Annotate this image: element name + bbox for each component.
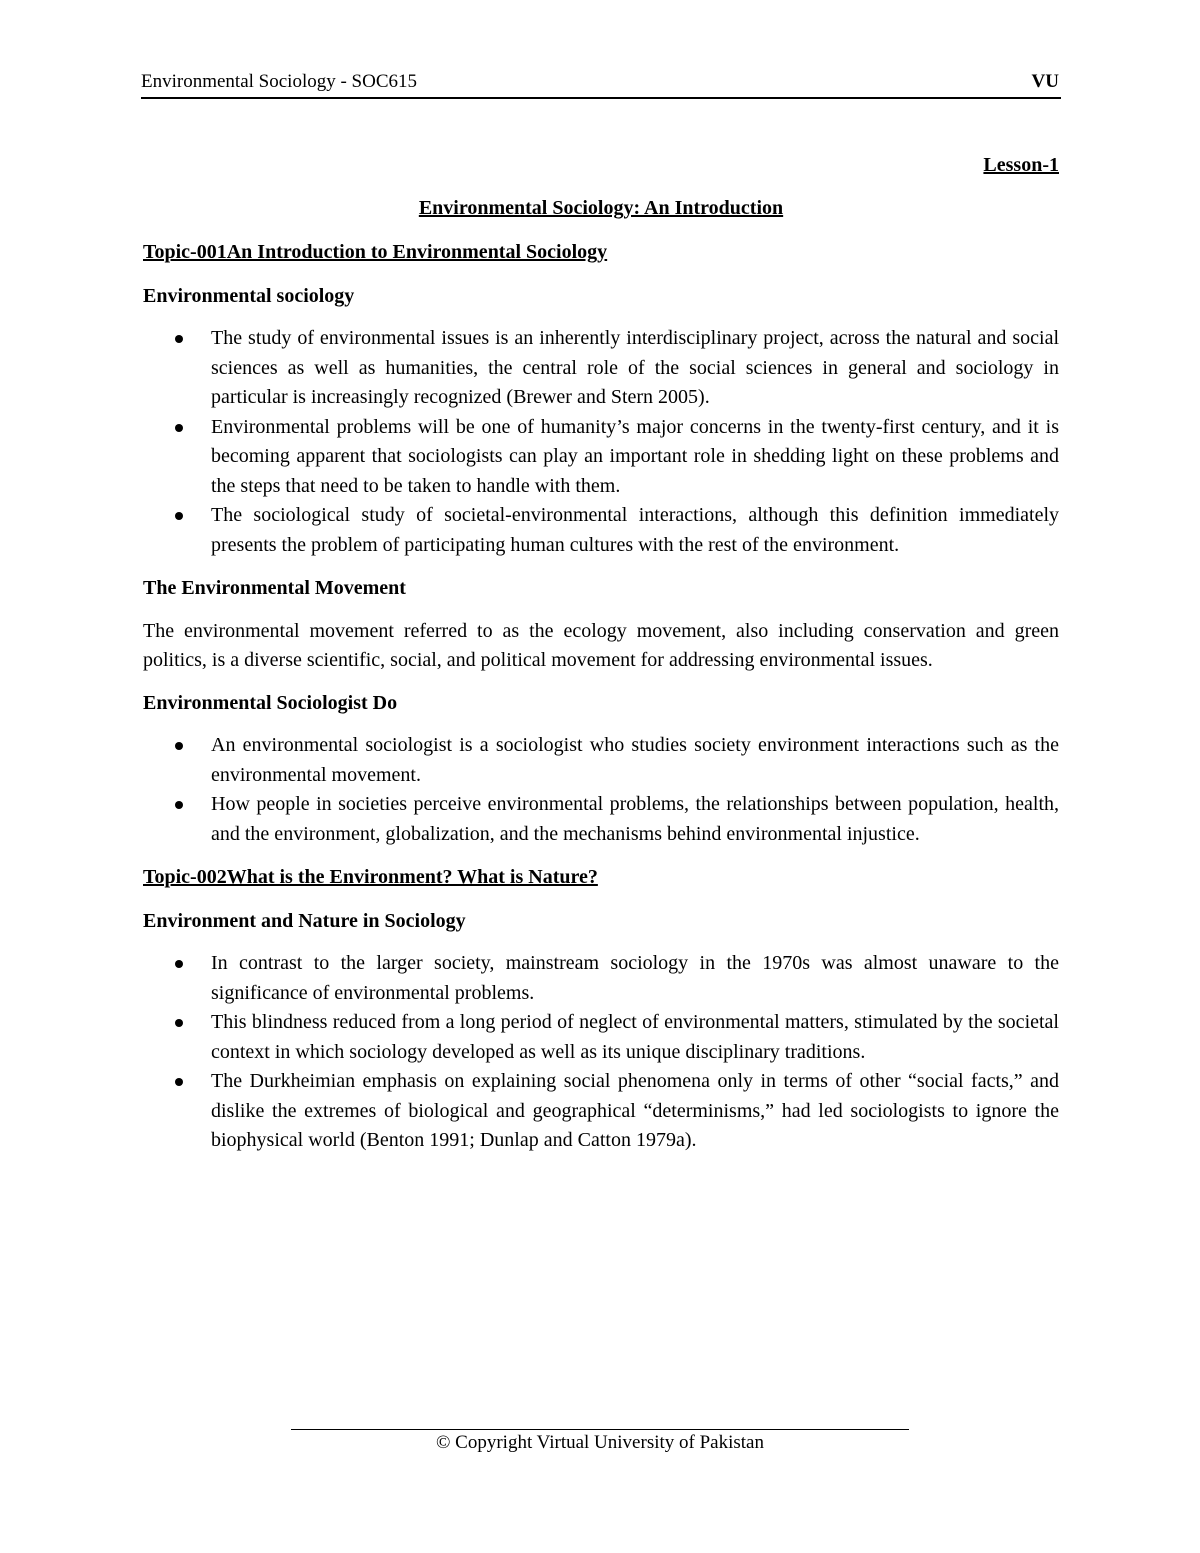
bullet-icon <box>175 424 183 432</box>
list-item-text: The sociological study of societal-environmental interactions, although this definition immediately presents the problem of participating human cultures with the rest of the environment. <box>211 504 1059 556</box>
list-item <box>143 949 1059 1008</box>
list-item-text: In contrast to the larger society, mainstream sociology in the 1970s was almost unaware to the significance of environmental problems. <box>211 952 1059 1004</box>
paragraph: The environmental movement referred to as the ecology movement, also including conservation and green politics, is a diverse scientific, social, and political movement for addressing environmental issues. <box>143 619 1059 671</box>
list-item <box>143 501 1059 560</box>
section-heading: Environmental Sociologist Do <box>143 691 398 714</box>
list-item <box>143 731 1059 790</box>
document-body <box>143 151 1059 1170</box>
lesson-number: Lesson-1 <box>983 154 1059 176</box>
page-header <box>141 71 1061 99</box>
list-item-text: Environmental problems will be one of humanity’s major concerns in the twenty-first century, and it is becoming apparent that sociologists can play an important role in shedding light on these problems and the steps that need to be taken to handle with them. <box>211 415 1059 497</box>
bullet-list <box>143 949 1059 1156</box>
list-item <box>143 790 1059 849</box>
bullet-icon <box>175 1019 183 1027</box>
section-heading: Environment and Nature in Sociology <box>143 909 466 932</box>
document-title: Environmental Sociology: An Introduction <box>418 196 784 219</box>
list-item <box>143 1008 1059 1067</box>
bullet-list <box>143 731 1059 849</box>
list-item-text: The Durkheimian emphasis on explaining social phenomena only in terms of other “social facts,” and dislike the extremes of biological and geographical “determinisms,” had led sociologists to ignore the biophysical world (Benton 1991; Dunlap and Catton 1979a). <box>211 1070 1059 1151</box>
list-item-text: The study of environmental issues is an inherently interdisciplinary project, across the natural and social sciences as well as humanities, the central role of the social sciences in general and sociology in particular is increasingly recognized (Brewer and Stern 2005). <box>211 327 1059 408</box>
list-item <box>143 324 1059 413</box>
list-item-text: An environmental sociologist is a sociologist who studies society environment interactions such as the environmental movement. <box>211 734 1059 786</box>
list-item-text: How people in societies perceive environmental problems, the relationships between population, health, and the environment, globalization, and the mechanisms behind environmental injustice. <box>211 793 1059 845</box>
bullet-icon <box>175 335 183 343</box>
topic-title: Topic-002What is the Environment? What is Nature? <box>143 866 598 888</box>
copyright-footer: © Copyright Virtual University of Pakistan <box>435 1432 764 1453</box>
bullet-icon <box>175 1078 183 1086</box>
footer-divider <box>291 1429 909 1430</box>
list-item <box>143 1067 1059 1156</box>
bullet-icon <box>175 960 183 968</box>
bullet-list <box>143 324 1059 560</box>
topic-title: Topic-001An Introduction to Environmental Sociology <box>143 241 608 263</box>
institution-code: VU <box>1031 71 1059 92</box>
bullet-icon <box>175 801 183 809</box>
course-title: Environmental Sociology - SOC615 <box>141 71 418 92</box>
bullet-icon <box>175 512 183 520</box>
section-heading: The Environmental Movement <box>143 577 406 599</box>
list-item <box>143 413 1059 502</box>
list-item-text: This blindness reduced from a long period of neglect of environmental matters, stimulated by the societal context in which sociology developed as well as its unique disciplinary traditions. <box>211 1011 1059 1063</box>
section-heading: Environmental sociology <box>143 284 355 307</box>
bullet-icon <box>175 742 183 750</box>
